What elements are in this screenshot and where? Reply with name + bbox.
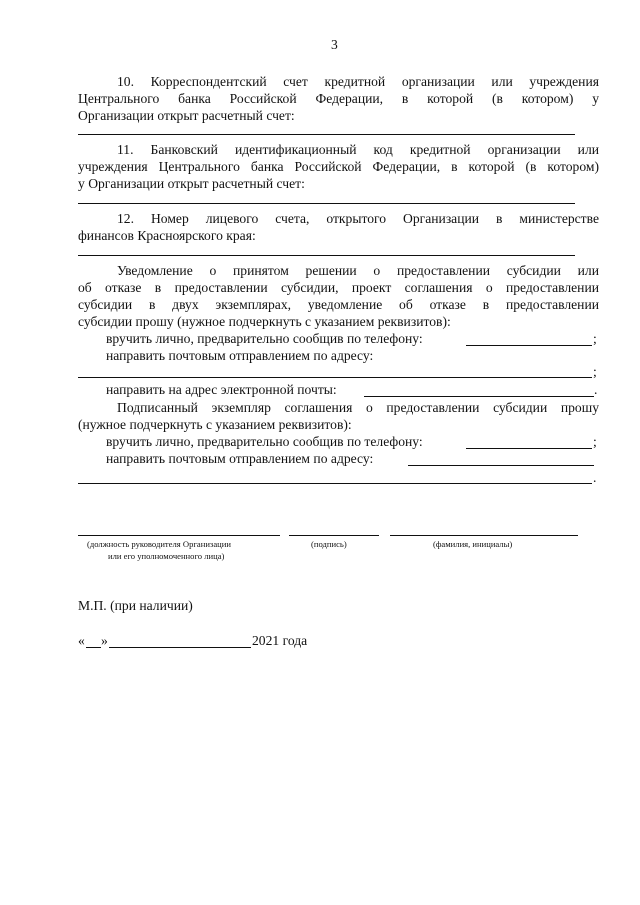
position-caption-line1: (должность руководителя Организации xyxy=(87,539,231,549)
signed-phone-semicolon: ; xyxy=(593,434,597,449)
notice-personal-option: вручить лично, предварительно сообщив по телефону: xyxy=(106,331,423,346)
notice-address-semicolon: ; xyxy=(593,364,597,379)
signed-address-line-1 xyxy=(408,465,594,466)
signature-line xyxy=(289,535,379,536)
notice-email-period: . xyxy=(594,382,598,397)
stamp-label: М.П. (при наличии) xyxy=(78,598,193,613)
signed-post-option: направить почтовым отправлением по адресу: xyxy=(106,451,374,466)
notice-address-line xyxy=(78,377,592,378)
notice-email-line xyxy=(364,396,594,397)
item11-line3: у Организации открыт расчетный счет: xyxy=(78,176,305,191)
notice-line1: Уведомление о принятом решении о предоставлении субсидии или xyxy=(117,263,599,278)
signed-line1: Подписанный экземпляр соглашения о предоставлении субсидии прошу xyxy=(117,400,599,415)
position-caption-line2: или его уполномоченного лица) xyxy=(108,551,225,561)
date-day-line xyxy=(86,647,101,648)
signed-address-line-2 xyxy=(78,483,592,484)
item10-line3: Организации открыт расчетный счет: xyxy=(78,108,295,123)
notice-line3: субсидии в двух экземплярах, уведомление об отказе в предоставлении xyxy=(78,297,599,312)
position-signature-line xyxy=(78,535,280,536)
item12-line2: финансов Красноярского края: xyxy=(78,228,256,243)
item12-answer-line xyxy=(78,255,575,256)
item10-line2: Центрального банка Российской Федерации, в которой (в котором) у xyxy=(78,91,599,106)
date-close-quote: » xyxy=(101,633,108,648)
item10-line1: 10. Корреспондентский счет кредитной организации или учреждения xyxy=(117,74,599,89)
item10-answer-line xyxy=(78,134,575,135)
notice-email-option: направить на адрес электронной почты: xyxy=(106,382,337,397)
page-number: 3 xyxy=(331,37,338,52)
date-open-quote: « xyxy=(78,633,85,648)
date-month-line xyxy=(109,647,251,648)
signed-line2: (нужное подчеркнуть с указанием реквизитов): xyxy=(78,417,352,432)
item11-answer-line xyxy=(78,203,575,204)
signature-caption: (подпись) xyxy=(311,539,347,549)
date-year: 2021 года xyxy=(252,633,308,648)
item11-line2: учреждения Центрального банка Российской Федерации, в которой (в котором) xyxy=(78,159,599,174)
notice-phone-semicolon: ; xyxy=(593,331,597,346)
name-caption: (фамилия, инициалы) xyxy=(433,539,513,549)
notice-post-option: направить почтовым отправлением по адресу: xyxy=(106,348,374,363)
notice-phone-line xyxy=(466,345,592,346)
item11-line1: 11. Банковский идентификационный код кредитной организации или xyxy=(117,142,599,157)
signed-phone-line xyxy=(466,448,592,449)
signed-personal-option: вручить лично, предварительно сообщив по телефону: xyxy=(106,434,423,449)
signed-address-period: . xyxy=(593,470,597,485)
notice-line4: субсидии прошу (нужное подчеркнуть с указанием реквизитов): xyxy=(78,314,451,329)
item12-line1: 12. Номер лицевого счета, открытого Организации в министерстве xyxy=(117,211,599,226)
name-signature-line xyxy=(390,535,578,536)
notice-line2: об отказе в предоставлении субсидии, проект соглашения о предоставлении xyxy=(78,280,599,295)
